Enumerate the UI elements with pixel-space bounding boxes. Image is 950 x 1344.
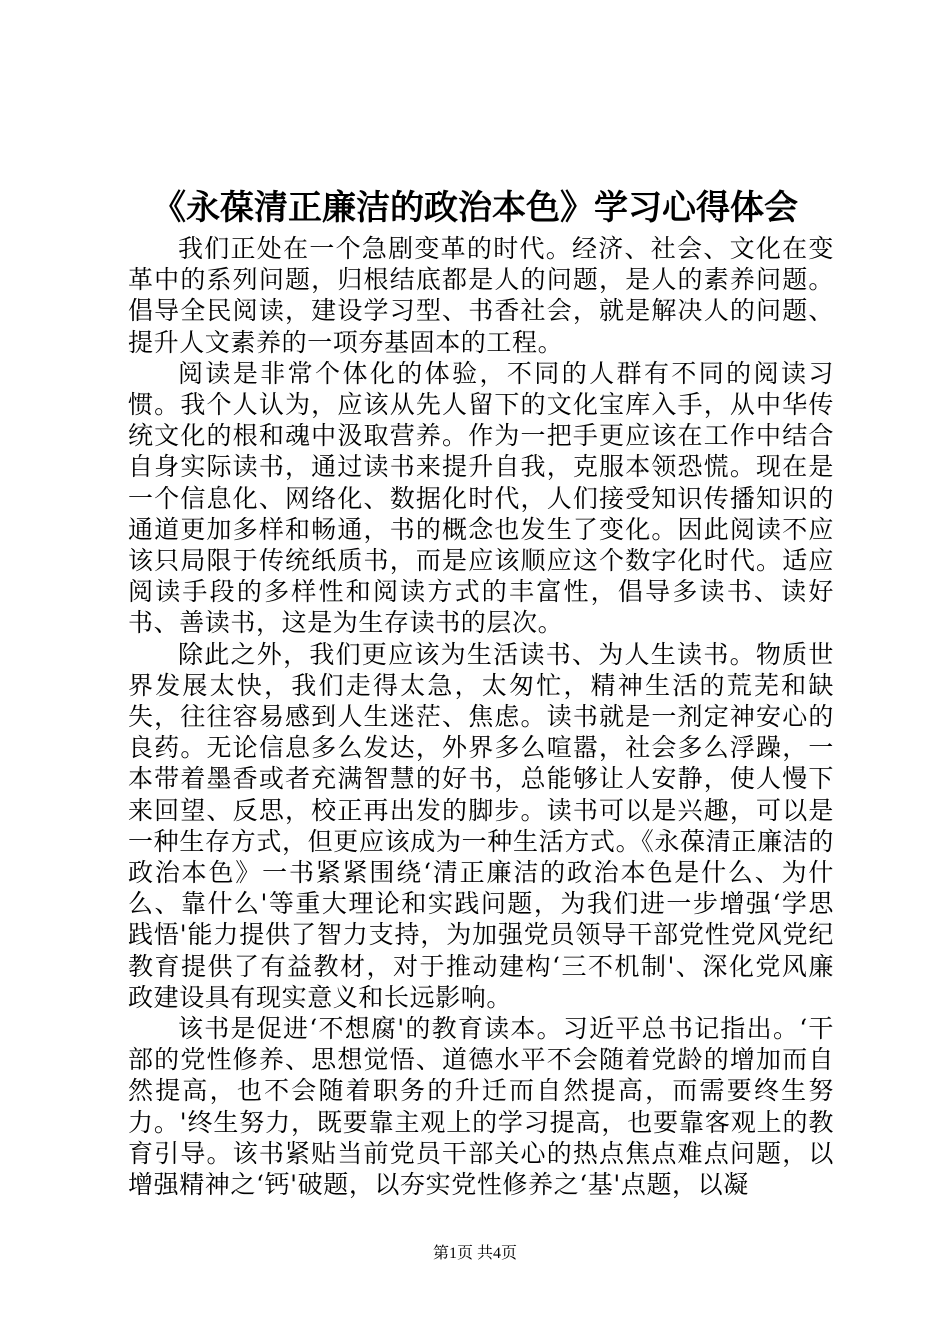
paragraph-1: 我们正处在一个急剧变革的时代。经济、社会、文化在变革中的系列问题，归根结底都是人的问题，是人的素养问题。倡导全民阅读，建设学习型、书香社会，就是解决人的问题、提升人文素养的一项夯基固本的工程。 bbox=[128, 234, 834, 357]
paragraph-2: 阅读是非常个体化的体验，不同的人群有不同的阅读习惯。我个人认为，应该从先人留下的文化宝库入手，从中华传统文化的根和魂中汲取营养。作为一把手更应该在工作中结合自身实际读书，通过读书来提升自我，克服本领恐慌。现在是一个信息化、网络化、数据化时代，人们接受知识传播知识的通道更加多样和畅通，书的概念也发生了变化。因此阅读不应该只局限于传统纸质书，而是应该顺应这个数字化时代。适应阅读手段的多样性和阅读方式的丰富性，倡导多读书、读好书、善读书，这是为生存读书的层次。 bbox=[128, 358, 834, 638]
document-title: 《永葆清正廉洁的政治本色》学习心得体会 bbox=[152, 188, 798, 228]
paragraph-3: 除此之外，我们更应该为生活读书、为人生读书。物质世界发展太快，我们走得太急，太匆忙，精神生活的荒芜和缺失，往往容易感到人生迷茫、焦虑。读书就是一剂定神安心的良药。无论信息多么发达，外界多么喧嚣，社会多么浮躁，一本带着墨香或者充满智慧的好书，总能够让人安静，使人慢下来回望、反思，校正再出发的脚步。读书可以是兴趣，可以是一种生存方式，但更应该成为一种生活方式。《永葆清正廉洁的政治本色》一书紧紧围绕‘清正廉洁的政治本色是什么、为什么、靠什么'等重大理论和实践问题，为我们进一步增强‘学思践悟'能力提供了智力支持，为加强党员领导干部党性党风党纪教育提供了有益教材，对于推动建构‘三不机制'、深化党风廉政建设具有现实意义和长远影响。 bbox=[128, 639, 834, 1012]
document-body bbox=[128, 233, 834, 1200]
paragraph-4: 该书是促进‘不想腐'的教育读本。习近平总书记指出。‘干部的党性修养、思想觉悟、道德水平不会随着党龄的增加而自然提高，也不会随着职务的升迁而自然提高，而需要终生努力。'终生努力，既要靠主观上的学习提高，也要靠客观上的教育引导。该书紧贴当前党员干部关心的热点焦点难点问题，以增强精神之‘钙'破题，以夯实党性修养之‘基'点题，以凝 bbox=[128, 1014, 834, 1200]
page-number-footer: 第1页 共4页 bbox=[432, 1245, 517, 1262]
